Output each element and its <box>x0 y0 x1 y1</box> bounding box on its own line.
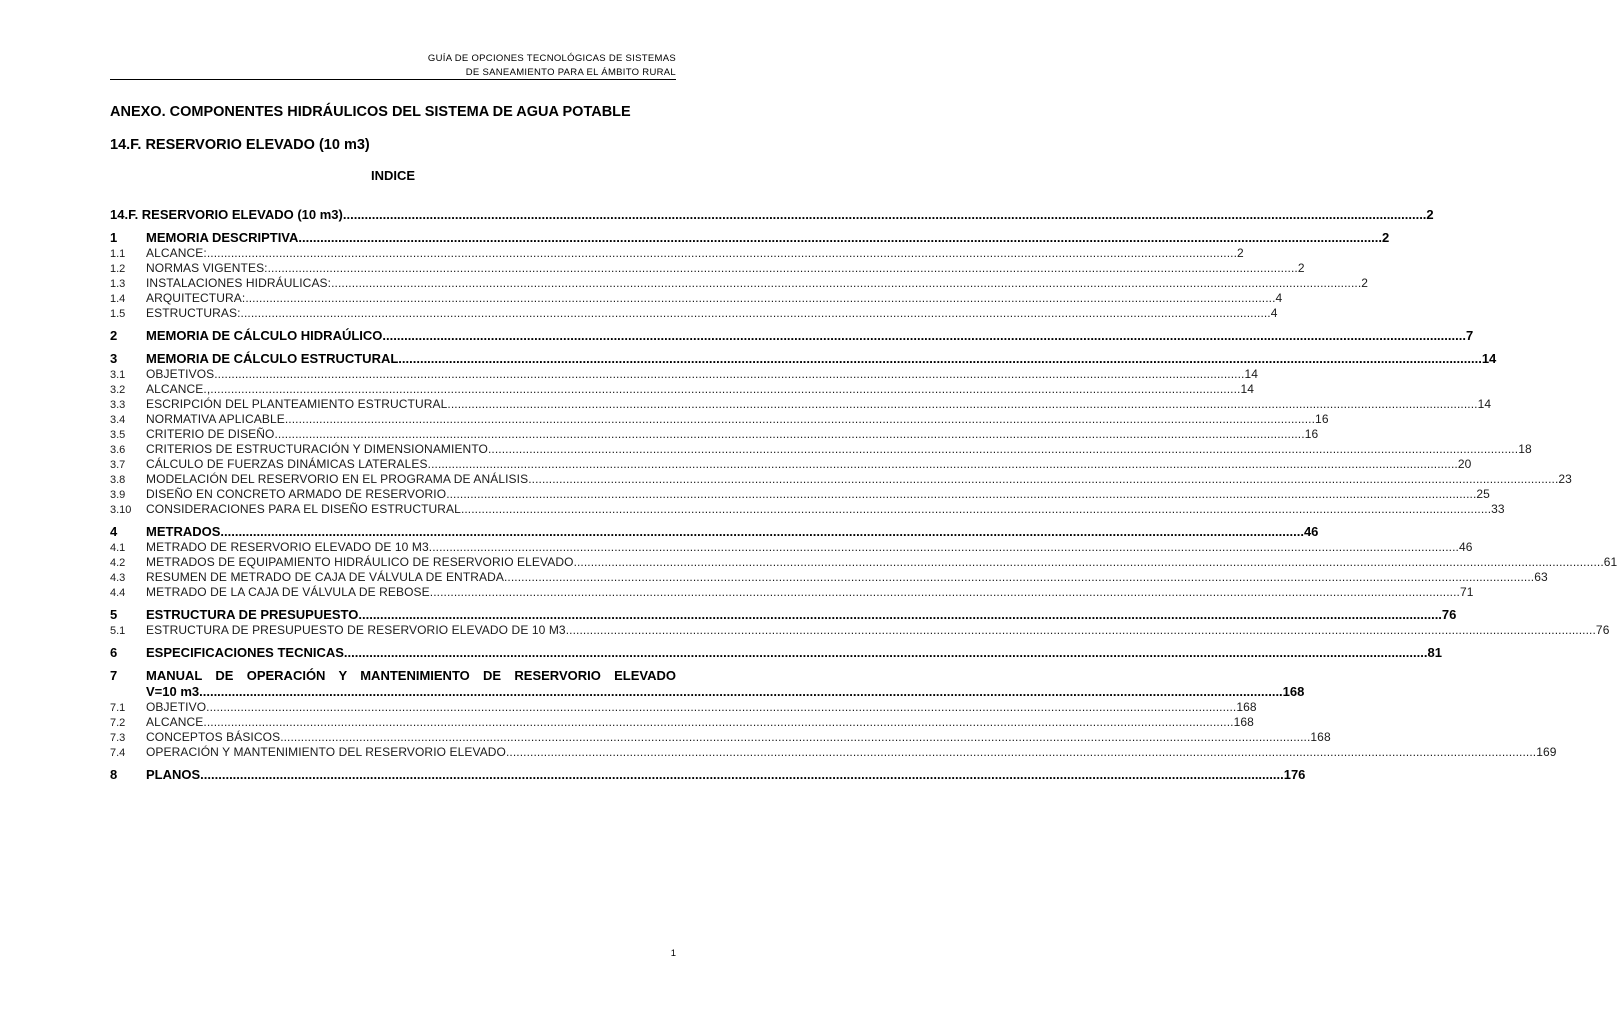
toc-leader: ............................................................................................................................................................................................................................................................................................................ <box>343 645 1428 660</box>
toc-entry-title: NORMATIVA APLICABLE <box>146 412 285 426</box>
toc-leader: ............................................................................................................................................................................................................................................................................................................ <box>240 306 1271 320</box>
toc-leader: ............................................................................................................................................................................................................................................................................................................ <box>487 442 1519 456</box>
toc-entry-number: 3.6 <box>110 444 126 456</box>
page-header <box>110 52 676 80</box>
toc-entry-title: METRADOS DE EQUIPAMIENTO HIDRÁULICO DE RESERVORIO ELEVADO <box>146 555 574 569</box>
toc-leader: ............................................................................................................................................................................................................................................................................................................ <box>528 472 1559 486</box>
toc-entry-number: 4.4 <box>110 587 126 599</box>
toc-entry-title: ESTRUCTURAS: <box>146 306 241 320</box>
toc-entry-page: 25 <box>1476 487 1490 501</box>
toc-entry-title: ALCANCE <box>146 715 204 729</box>
toc-leader: ............................................................................................................................................................................................................................................................................................................ <box>267 261 1298 275</box>
toc-entry-number: 1.4 <box>110 293 126 305</box>
header-line-2: DE SANEAMIENTO PARA EL ÁMBITO RURAL <box>465 67 676 78</box>
toc-entry-number: 3.8 <box>110 474 126 486</box>
toc-entry-page: 33 <box>1491 502 1505 516</box>
toc-entry-number: 2 <box>110 328 118 343</box>
toc-entry-page: 176 <box>1283 767 1306 782</box>
toc-entry-page: 2 <box>1426 207 1434 222</box>
toc-entry-page: 168 <box>1236 700 1257 714</box>
toc-entry-7-2[interactable] <box>110 715 1254 730</box>
toc-entry-2[interactable] <box>110 328 1474 344</box>
toc-entry-title: CÁLCULO DE FUERZAS DINÁMICAS LATERALES <box>146 457 428 471</box>
toc-leader: ............................................................................................................................................................................................................................................................................................................ <box>298 230 1382 245</box>
toc-leader: ............................................................................................................................................................................................................................................................................................................ <box>447 397 1478 411</box>
toc-entry-7-3[interactable] <box>110 730 1331 745</box>
toc-entry-page: 2 <box>1361 276 1369 290</box>
toc-entry-title: CONSIDERACIONES PARA EL DISEÑO ESTRUCTURAL <box>146 502 461 516</box>
toc-entry-title: ESTRUCTURA DE PRESUPUESTO <box>146 607 359 622</box>
toc-entry-title: MEMORIA DE CÁLCULO HIDRAÚLICO <box>146 328 383 343</box>
toc-entry-number: 3.5 <box>110 429 126 441</box>
index-title: INDICE <box>370 168 416 183</box>
toc-entry-title: RESUMEN DE METRADO DE CAJA DE VÁLVULA DE ENTRADA <box>146 570 504 584</box>
toc-leader: ............................................................................................................................................................................................................................................................................................................ <box>358 607 1442 622</box>
toc-entry-number: 3.10 <box>110 504 132 516</box>
toc-entry-page: 23 <box>1558 472 1572 486</box>
toc-entry-number: 3.2 <box>110 384 126 396</box>
page-number: 1 <box>670 948 676 959</box>
toc-leader: ............................................................................................................................................................................................................................................................................................................ <box>573 555 1604 569</box>
toc-leader: ............................................................................................................................................................................................................................................................................................................ <box>331 276 1362 290</box>
toc-entry-page: 14 <box>1244 367 1259 381</box>
toc-entry-7[interactable] <box>110 668 1305 700</box>
toc-entry-page: 168 <box>1233 715 1254 729</box>
toc-entry-title: METRADO DE LA CAJA DE VÁLVULA DE REBOSE <box>146 585 430 599</box>
toc-entry-7-4[interactable] <box>110 745 1557 760</box>
toc-entry-page: 2 <box>1381 230 1390 245</box>
toc-entry-4-3[interactable] <box>110 570 1548 585</box>
toc-entry-title: CONCEPTOS BÁSICOS <box>146 730 281 744</box>
toc-entry-number: 4.3 <box>110 572 126 584</box>
toc-leader: ............................................................................................................................................................................................................................................................................................................ <box>220 524 1304 539</box>
table-of-contents <box>110 207 1617 783</box>
toc-entry-number: 8 <box>110 767 118 782</box>
toc-leader: ............................................................................................................................................................................................................................................................................................................ <box>429 585 1460 599</box>
toc-entry-3[interactable] <box>110 351 1497 367</box>
toc-entry-title: CRITERIO DE DISEÑO <box>146 427 275 441</box>
toc-entry-4-1[interactable] <box>110 540 1473 555</box>
toc-leader: ............................................................................................................................................................................................................................................................................................................ <box>460 502 1492 516</box>
toc-entry-page: 71 <box>1459 585 1474 599</box>
toc-entry-number: 7 <box>110 668 118 683</box>
toc-leader: ............................................................................................................................................................................................................................................................................................................ <box>427 457 1458 471</box>
toc-entry-title: OBJETIVO <box>146 700 207 714</box>
toc-entry-3-3[interactable] <box>110 397 1492 412</box>
toc-leader: ............................................................................................................................................................................................................................................................................................................ <box>504 570 1535 584</box>
toc-entry-title: MEMORIA DESCRIPTIVA <box>146 230 299 245</box>
toc-entry-8[interactable] <box>110 767 1306 783</box>
toc-entry-page: 7 <box>1465 328 1474 343</box>
toc-leader: ............................................................................................................................................................................................................................................................................................................ <box>199 684 1283 699</box>
toc-entry-number: 6 <box>110 645 118 660</box>
toc-entry-title: METRADOS <box>146 524 221 539</box>
toc-leader: ............................................................................................................................................................................................................................................................................................................ <box>398 351 1482 366</box>
toc-entry-number: 7.4 <box>110 747 126 759</box>
toc-entry-title: INSTALACIONES HIDRÁULICAS: <box>146 276 332 290</box>
toc-leader: ............................................................................................................................................................................................................................................................................................................ <box>274 427 1305 441</box>
toc-entry-3-8[interactable] <box>110 472 1572 487</box>
toc-leader: ............................................................................................................................................................................................................................................................................................................ <box>206 246 1238 260</box>
toc-entry-title: 14.F. RESERVORIO ELEVADO (10 m3) <box>110 207 343 222</box>
toc-entry-page: 46 <box>1458 540 1473 554</box>
toc-entry-number: 1.1 <box>110 248 126 260</box>
header-rule <box>110 79 676 80</box>
toc-entry-number: 1.3 <box>110 278 126 290</box>
toc-entry-page: 2 <box>1237 246 1244 260</box>
toc-entry-3-7[interactable] <box>110 457 1472 472</box>
toc-entry-page: 4 <box>1270 306 1278 320</box>
toc-entry-3-9[interactable] <box>110 487 1490 502</box>
toc-entry-number: 7.1 <box>110 702 126 714</box>
toc-entry-page: 168 <box>1310 730 1331 744</box>
toc-entry-title: MODELACIÓN DEL RESERVORIO EN EL PROGRAMA DE ANÁLISIS <box>146 472 529 486</box>
toc-entry-page: 168 <box>1282 684 1305 699</box>
toc-entry-number: 1 <box>110 230 118 245</box>
toc-entry-7-1[interactable] <box>110 700 1257 715</box>
toc-entry-page: 46 <box>1303 524 1319 539</box>
toc-entry-1-3[interactable] <box>110 276 1369 291</box>
toc-entry-page: 14 <box>1481 351 1497 366</box>
toc-leader: ............................................................................................................................................................................................................................................................................................................ <box>428 540 1459 554</box>
toc-leader: ............................................................................................................................................................................................................................................................................................................ <box>506 745 1537 759</box>
toc-entry-title: MEMORIA DE CÁLCULO ESTRUCTURAL <box>146 351 399 366</box>
toc-entry-4[interactable] <box>110 524 1319 540</box>
section-title: 14.F. RESERVORIO ELEVADO (10 m3) <box>110 137 370 153</box>
toc-entry-3-10[interactable] <box>110 502 1505 517</box>
toc-entry-title: ESCRIPCIÓN DEL PLANTEAMIENTO ESTRUCTURAL <box>146 397 448 411</box>
toc-entry-title: CRITERIOS DE ESTRUCTURACIÓN Y DIMENSIONAMIENTO <box>146 442 488 456</box>
toc-entry-page: 2 <box>1297 261 1305 275</box>
toc-entry-3-4[interactable] <box>110 412 1329 427</box>
toc-entry-title: PLANOS <box>146 767 201 782</box>
toc-entry-number: 4.2 <box>110 557 126 569</box>
toc-entry-page: 14 <box>1477 397 1492 411</box>
toc-entry-page: 16 <box>1315 412 1329 426</box>
toc-entry-title: ARQUITECTURA: <box>146 291 246 305</box>
toc-entry-number: 5.1 <box>110 625 126 637</box>
toc-entry-4-2[interactable] <box>110 555 1617 570</box>
toc-entry-title: METRADO DE RESERVORIO ELEVADO DE 10 M3 <box>146 540 429 554</box>
toc-entry-title: DISEÑO EN CONCRETO ARMADO DE RESERVORIO <box>146 487 447 501</box>
toc-entry-page: 14 <box>1240 382 1255 396</box>
toc-entry-page: 169 <box>1536 745 1557 759</box>
toc-entry-page: 20 <box>1457 457 1472 471</box>
toc-leader: ............................................................................................................................................................................................................................................................................................................ <box>203 715 1234 729</box>
toc-entry-title-continued: V=10 m3 <box>146 684 200 699</box>
toc-entry-number: 3.1 <box>110 369 126 381</box>
toc-entry-page: 61 <box>1603 555 1617 569</box>
toc-entry-3-2[interactable] <box>110 382 1255 397</box>
toc-entry-top[interactable] <box>110 207 1434 223</box>
toc-entry-4-4[interactable] <box>110 585 1474 600</box>
toc-entry-title: MANUAL DE OPERACIÓN Y MANTENIMIENTO DE RESERVORIO ELEVADO <box>146 668 676 683</box>
toc-entry-page: 81 <box>1427 645 1442 660</box>
toc-entry-1-2[interactable] <box>110 261 1305 276</box>
annex-title: ANEXO. COMPONENTES HIDRÁULICOS DEL SISTEMA DE AGUA POTABLE <box>110 104 631 120</box>
toc-entry-1-5[interactable] <box>110 306 1278 321</box>
toc-leader: ............................................................................................................................................................................................................................................................................................................ <box>214 367 1245 381</box>
toc-entry-title: ESTRUCTURA DE PRESUPUESTO DE RESERVORIO ELEVADO DE 10 M3 <box>146 623 566 637</box>
toc-leader: ............................................................................................................................................................................................................................................................................................................ <box>284 412 1316 426</box>
header-line-1: GUÍA DE OPCIONES TECNOLÓGICAS DE SISTEMAS <box>427 53 676 64</box>
toc-entry-number: 7.2 <box>110 717 126 729</box>
toc-entry-number: 3.3 <box>110 399 126 411</box>
toc-entry-3-6[interactable] <box>110 442 1532 457</box>
toc-entry-page: 18 <box>1518 442 1532 456</box>
toc-entry-page: 16 <box>1304 427 1319 441</box>
toc-leader: ............................................................................................................................................................................................................................................................................................................ <box>206 700 1237 714</box>
toc-entry-page: 76 <box>1441 607 1457 622</box>
toc-leader: ............................................................................................................................................................................................................................................................................................................ <box>565 623 1596 637</box>
toc-entry-1-1[interactable] <box>110 246 1244 261</box>
toc-entry-number: 7.3 <box>110 732 126 744</box>
toc-entry-number: 3 <box>110 351 118 366</box>
toc-entry-number: 3.4 <box>110 414 126 426</box>
toc-entry-1-4[interactable] <box>110 291 1283 306</box>
toc-entry-number: 4.1 <box>110 542 126 554</box>
toc-leader: ............................................................................................................................................................................................................................................................................................................ <box>446 487 1477 501</box>
toc-leader: ............................................................................................................................................................................................................................................................................................................ <box>280 730 1311 744</box>
toc-entry-5-1[interactable] <box>110 623 1610 638</box>
toc-entry-6[interactable] <box>110 645 1442 661</box>
toc-entry-page: 63 <box>1534 570 1548 584</box>
toc-entry-3-1[interactable] <box>110 367 1259 382</box>
toc-entry-number: 3.7 <box>110 459 126 471</box>
toc-entry-number: 5 <box>110 607 118 622</box>
toc-entry-title: OPERACIÓN Y MANTENIMIENTO DEL RESERVORIO ELEVADO <box>146 745 506 759</box>
toc-entry-page: 76 <box>1595 623 1610 637</box>
toc-entry-5[interactable] <box>110 607 1457 623</box>
toc-leader: ............................................................................................................................................................................................................................................................................................................ <box>382 328 1466 343</box>
toc-entry-title: ESPECIFICACIONES TECNICAS <box>146 645 344 660</box>
toc-entry-page: 4 <box>1275 291 1283 305</box>
toc-entry-title: ALCANCE: <box>146 246 207 260</box>
toc-entry-number: 1.2 <box>110 263 126 275</box>
toc-entry-title: OBJETIVOS <box>146 367 215 381</box>
toc-leader: ............................................................................................................................................................................................................................................................................................................ <box>342 207 1427 222</box>
toc-entry-number: 1.5 <box>110 308 126 320</box>
toc-leader: ............................................................................................................................................................................................................................................................................................................ <box>245 291 1276 305</box>
toc-leader: ............................................................................................................................................................................................................................................................................................................ <box>210 382 1241 396</box>
toc-leader: ............................................................................................................................................................................................................................................................................................................ <box>200 767 1284 782</box>
toc-entry-3-5[interactable] <box>110 427 1319 442</box>
toc-entry-title: ALCANCE., <box>146 382 211 396</box>
toc-entry-number: 3.9 <box>110 489 126 501</box>
toc-entry-title: NORMAS VIGENTES: <box>146 261 268 275</box>
toc-entry-number: 4 <box>110 524 118 539</box>
toc-entry-1[interactable] <box>110 230 1390 246</box>
